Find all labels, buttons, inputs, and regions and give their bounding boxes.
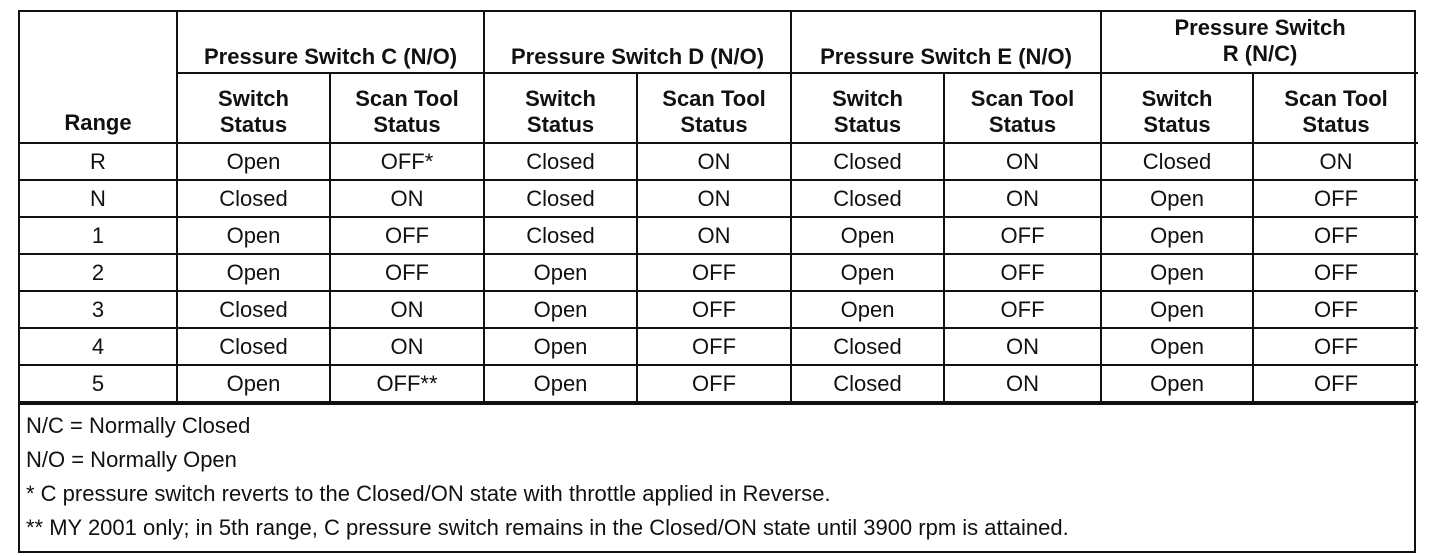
- sub-header-line: Switch: [525, 86, 596, 111]
- r-scan-tool-status: OFF: [1253, 180, 1418, 217]
- d-switch-status: Open: [484, 291, 637, 328]
- group-header-d: Pressure Switch D (N/O): [484, 12, 791, 73]
- pressure-switch-table-frame: [18, 10, 1416, 553]
- sub-header-line: Scan Tool: [1284, 86, 1388, 111]
- table-row: [20, 328, 1418, 365]
- e-scan-tool-status: ON: [944, 143, 1101, 180]
- table-row: [20, 365, 1418, 402]
- r-switch-status: Open: [1101, 328, 1253, 365]
- c-switch-status: Closed: [177, 328, 330, 365]
- c-switch-status: Closed: [177, 291, 330, 328]
- sub-header-scan-tool-status: [330, 73, 484, 143]
- d-scan-tool-status: ON: [637, 217, 791, 254]
- r-scan-tool-status: OFF: [1253, 365, 1418, 402]
- r-scan-tool-status: OFF: [1253, 291, 1418, 328]
- group-header-e: Pressure Switch E (N/O): [791, 12, 1101, 73]
- r-switch-status: Open: [1101, 365, 1253, 402]
- range-header: Range: [20, 12, 177, 143]
- e-switch-status: Closed: [791, 365, 944, 402]
- e-switch-status: Open: [791, 254, 944, 291]
- note-footnote-double-asterisk: ** MY 2001 only; in 5th range, C pressure switch remains in the Closed/ON state until 3900 rpm is attained.: [26, 515, 1069, 540]
- table-row: [20, 143, 1418, 180]
- r-switch-status: Open: [1101, 254, 1253, 291]
- r-scan-tool-status: OFF: [1253, 217, 1418, 254]
- c-scan-tool-status: OFF*: [330, 143, 484, 180]
- d-scan-tool-status: OFF: [637, 328, 791, 365]
- sub-header-switch-status: [484, 73, 637, 143]
- r-switch-status: Closed: [1101, 143, 1253, 180]
- r-scan-tool-status: OFF: [1253, 254, 1418, 291]
- d-scan-tool-status: OFF: [637, 365, 791, 402]
- note-footnote-single-asterisk: * C pressure switch reverts to the Closed/ON state with throttle applied in Reverse.: [26, 481, 831, 506]
- sub-header-switch-status: [177, 73, 330, 143]
- sub-header-line: Status: [1302, 112, 1370, 137]
- sub-header-line: Switch: [832, 86, 903, 111]
- e-switch-status: Closed: [791, 328, 944, 365]
- sub-header-switch-status: [791, 73, 944, 143]
- d-switch-status: Open: [484, 328, 637, 365]
- d-switch-status: Closed: [484, 180, 637, 217]
- sub-header-line: Status: [680, 112, 748, 137]
- sub-header-line: Status: [988, 112, 1057, 137]
- c-switch-status: Open: [177, 143, 330, 180]
- r-scan-tool-status: ON: [1253, 143, 1418, 180]
- sub-header-scan-tool-status: [637, 73, 791, 143]
- e-switch-status: Closed: [791, 143, 944, 180]
- table-row: [20, 291, 1418, 328]
- sub-header-row: [20, 73, 1418, 143]
- c-scan-tool-status: ON: [330, 328, 484, 365]
- sub-header-line: Status: [1143, 112, 1211, 137]
- e-scan-tool-status: ON: [944, 328, 1101, 365]
- group-header-r-line1: Pressure Switch: [1174, 15, 1346, 40]
- range-cell: 4: [20, 328, 177, 365]
- range-cell: 2: [20, 254, 177, 291]
- table-notes: [20, 403, 1414, 551]
- r-scan-tool-status: OFF: [1253, 328, 1418, 365]
- sub-header-line: Scan Tool: [355, 86, 459, 111]
- group-header-r: [1101, 12, 1418, 73]
- c-scan-tool-status: OFF**: [330, 365, 484, 402]
- sub-header-line: Status: [219, 112, 288, 137]
- d-scan-tool-status: OFF: [637, 254, 791, 291]
- d-scan-tool-status: ON: [637, 143, 791, 180]
- d-switch-status: Open: [484, 254, 637, 291]
- sub-header-line: Switch: [218, 86, 289, 111]
- sub-header-line: Status: [526, 112, 595, 137]
- range-cell: 5: [20, 365, 177, 402]
- sub-header-scan-tool-status: [944, 73, 1101, 143]
- d-switch-status: Closed: [484, 143, 637, 180]
- group-header-r-line2: R (N/C): [1222, 41, 1298, 66]
- e-scan-tool-status: ON: [944, 180, 1101, 217]
- sub-header-line: Status: [833, 112, 902, 137]
- e-scan-tool-status: OFF: [944, 217, 1101, 254]
- sub-header-line: Status: [373, 112, 441, 137]
- e-switch-status: Open: [791, 217, 944, 254]
- sub-header-scan-tool-status: [1253, 73, 1418, 143]
- c-switch-status: Open: [177, 254, 330, 291]
- e-scan-tool-status: OFF: [944, 291, 1101, 328]
- c-switch-status: Closed: [177, 180, 330, 217]
- range-cell: 3: [20, 291, 177, 328]
- c-switch-status: Open: [177, 217, 330, 254]
- r-switch-status: Open: [1101, 291, 1253, 328]
- note-normally-closed: N/C = Normally Closed: [26, 413, 251, 438]
- e-scan-tool-status: OFF: [944, 254, 1101, 291]
- table-row: [20, 217, 1418, 254]
- note-normally-open: N/O = Normally Open: [26, 447, 237, 472]
- r-switch-status: Open: [1101, 180, 1253, 217]
- range-cell: N: [20, 180, 177, 217]
- pressure-switch-table: [20, 12, 1418, 403]
- sub-header-line: Switch: [1141, 86, 1213, 111]
- d-scan-tool-status: OFF: [637, 291, 791, 328]
- e-switch-status: Open: [791, 291, 944, 328]
- c-switch-status: Open: [177, 365, 330, 402]
- table-row: [20, 180, 1418, 217]
- sub-header-switch-status: [1101, 73, 1253, 143]
- d-scan-tool-status: ON: [637, 180, 791, 217]
- group-header-c: Pressure Switch C (N/O): [177, 12, 484, 73]
- r-switch-status: Open: [1101, 217, 1253, 254]
- sub-header-line: Scan Tool: [970, 86, 1075, 111]
- d-switch-status: Closed: [484, 217, 637, 254]
- c-scan-tool-status: OFF: [330, 217, 484, 254]
- e-switch-status: Closed: [791, 180, 944, 217]
- range-cell: R: [20, 143, 177, 180]
- c-scan-tool-status: ON: [330, 180, 484, 217]
- group-header-row: [20, 12, 1418, 73]
- e-scan-tool-status: ON: [944, 365, 1101, 402]
- c-scan-tool-status: ON: [330, 291, 484, 328]
- c-scan-tool-status: OFF: [330, 254, 484, 291]
- d-switch-status: Open: [484, 365, 637, 402]
- sub-header-line: Scan Tool: [662, 86, 766, 111]
- range-cell: 1: [20, 217, 177, 254]
- table-row: [20, 254, 1418, 291]
